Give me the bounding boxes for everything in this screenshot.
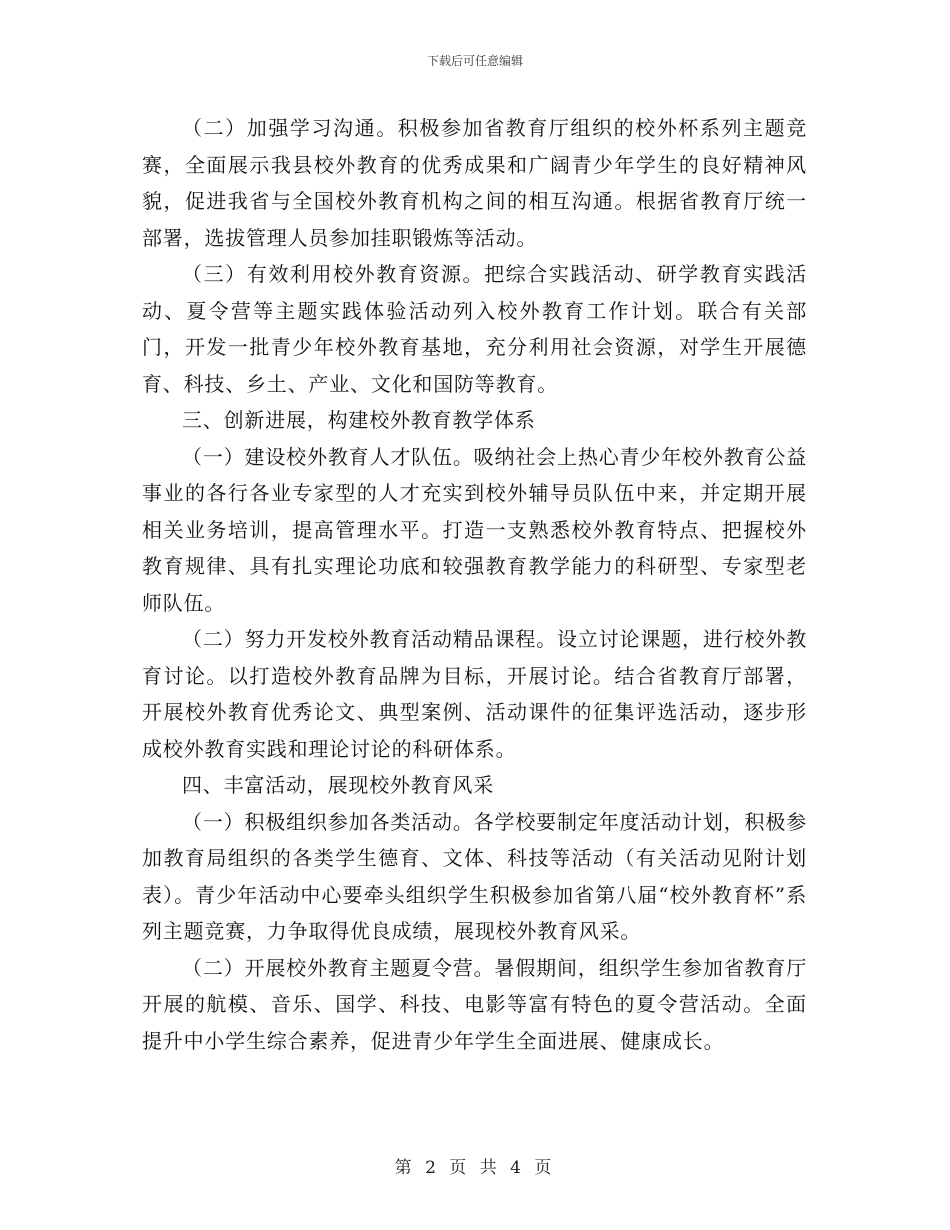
paragraph-quality-courses: （二）努力开发校外教育活动精品课程。设立讨论课题，进行校外教育讨论。以打造校外教育品牌为目标，开展讨论。结合省教育厅部署，开展校外教育优秀论文、典型案例、活动课件的征集评选活动，逐步形成校外教育实践和理论讨论的科研体系。: [142, 627, 807, 761]
paragraph-use-resources: （三）有效利用校外教育资源。把综合实践活动、研学教育实践活动、夏令营等主题实践体验活动列入校外教育工作计划。联合有关部门，开发一批青少年校外教育基地，充分利用社会资源，对学生开展德育、科技、乡土、产业、文化和国防等教育。: [142, 262, 807, 396]
paragraph-organize-activities: （一）积极组织参加各类活动。各学校要制定年度活动计划，积极参加教育局组织的各类学生德育、文体、科技等活动（有关活动见附计划表）。青少年活动中心要牵头组织学生积极参加省第八届“校外教育杯”系列主题竞赛，力争取得优良成绩，展现校外教育风采。: [142, 809, 807, 943]
paragraph-strengthen-communication: （二）加强学习沟通。积极参加省教育厅组织的校外杯系列主题竞赛，全面展示我县校外教育的优秀成果和广阔青少年学生的良好精神风貌，促进我省与全国校外教育机构之间的相互沟通。根据省教育厅统一部署，选拔管理人员参加挂职锻炼等活动。: [142, 116, 807, 250]
document-body: [142, 110, 807, 1059]
section-heading-3: 三、创新进展，构建校外教育教学体系: [182, 408, 536, 432]
page-number-footer: 第 2 页 共 4 页: [394, 1158, 556, 1178]
paragraph-summer-camp: （二）开展校外教育主题夏令营。暑假期间，组织学生参加省教育厅开展的航模、音乐、国学、科技、电影等富有特色的夏令营活动。全面提升中小学生综合素养，促进青少年学生全面进展、健康成长。: [142, 955, 807, 1053]
section-heading-4: 四、丰富活动，展现校外教育风采: [182, 773, 494, 797]
paragraph-talent-team: （一）建设校外教育人才队伍。吸纳社会上热心青少年校外教育公益事业的各行各业专家型的人才充实到校外辅导员队伍中来，并定期开展相关业务培训，提高管理水平。打造一支熟悉校外教育特点、把握校外教育规律、具有扎实理论功底和较强教育教学能力的科研型、专家型老师队伍。: [142, 444, 807, 615]
page-header-note: 下载后可任意编辑: [426, 54, 523, 68]
